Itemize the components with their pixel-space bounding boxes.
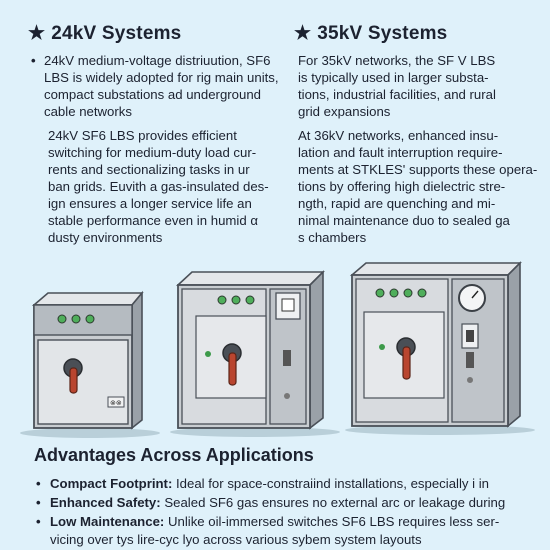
section-paragraph: 24kV SF6 LBS provides efficient switching for medium-duty load cur- rents and sectionalizing tasks in ur ban grids. Euvith a gas-insulated des- ign ensures a longer service life an stable performance even in humid α dusty environments <box>48 128 269 245</box>
indicator-lamp <box>246 296 254 304</box>
advantages-title: Advantages Across Applications <box>34 445 314 465</box>
cabinet-shadow <box>20 428 160 438</box>
bullet-list <box>28 52 284 120</box>
indicator-lamp <box>390 289 398 297</box>
door-latch <box>283 350 291 366</box>
cabinet-small <box>34 293 142 428</box>
section-heading: ★ 35kV Systems <box>294 23 448 44</box>
list-item: • Compact Footprint: Ideal for space-constraiind installations, especially i in <box>34 474 534 493</box>
star-icon: ★ <box>28 23 46 44</box>
svg-text:⊗⊗: ⊗⊗ <box>110 400 122 407</box>
cabinet-medium <box>178 272 323 428</box>
indicator-lamp <box>232 296 240 304</box>
list-continuation: vicing over tys lire-cyc lyo across various sybem system layouts <box>50 532 422 547</box>
section-paragraph: At 36kV networks, enhanced insu- lation and fault interruption require- ments at STKLES' supports these opera- tions by offering high dielectric stre- ngth, rapid are quenching and mi- nimal maintenance duo to sealed ga s chambers <box>298 128 538 245</box>
indicator-lamp <box>418 289 426 297</box>
indicator-lamp <box>218 296 226 304</box>
section-paragraph: For 35kV networks, the SF V LBS is typically used in larger substa- tions, industrial facilities, and rural grid expansions <box>298 53 496 119</box>
star-icon: ★ <box>294 23 312 44</box>
operating-handle <box>403 347 410 379</box>
status-lamp <box>379 344 385 350</box>
indicator-lamp <box>86 315 94 323</box>
section-heading: ★ 24kV Systems <box>28 23 182 44</box>
door-latch <box>466 352 474 368</box>
advantages-list <box>34 474 534 531</box>
advantages-section <box>34 445 534 549</box>
operating-handle <box>229 353 236 385</box>
indicator-lamp <box>376 289 384 297</box>
indicator-lamp <box>58 315 66 323</box>
indicator-lamp <box>72 315 80 323</box>
list-item: • Enhanced Safety: Sealed SF6 gas ensures no external arc or leakage during <box>34 493 534 512</box>
list-item: • 24kV medium-voltage distriuution, SF6 LBS is widely adopted for rig main units, compact substations ad underground cable networks <box>28 52 284 120</box>
list-item: • Low Maintenance: Unlike oil-immersed switches SF6 LBS requires less ser- <box>34 512 534 531</box>
cabinet-large <box>352 263 520 426</box>
indicator-lamp <box>404 289 412 297</box>
operating-handle <box>70 368 77 393</box>
status-lamp <box>205 351 211 357</box>
